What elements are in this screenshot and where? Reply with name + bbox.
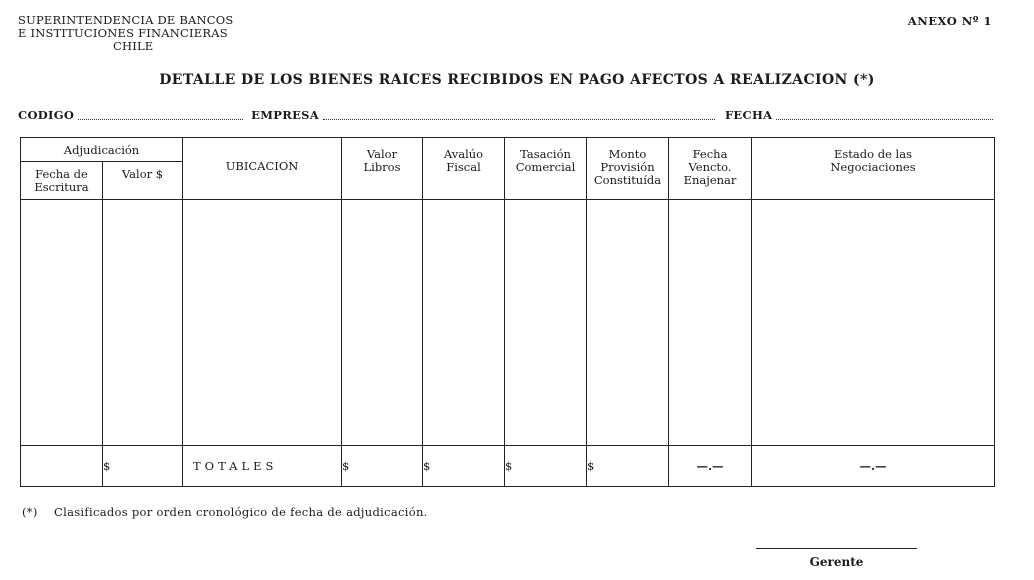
annex-label: ANEXO Nº 1 bbox=[907, 14, 992, 28]
fecha-escritura-header: Fecha de Escritura bbox=[21, 162, 103, 200]
signature-label: Gerente bbox=[809, 555, 864, 569]
fecha-escritura-cell[interactable] bbox=[21, 200, 103, 446]
adjudicacion-header: Adjudicación bbox=[21, 138, 183, 162]
fecha-field[interactable] bbox=[776, 109, 993, 120]
form-fields-row bbox=[18, 106, 993, 122]
ubicacion-header: UBICACION bbox=[183, 138, 342, 200]
totals-fecha-vencto: —.— bbox=[669, 446, 752, 487]
tasacion-cell[interactable] bbox=[505, 200, 587, 446]
institution-line-1: SUPERINTENDENCIA DE BANCOS bbox=[18, 13, 234, 27]
monto-provision-header: Monto Provisión Constituída bbox=[587, 138, 669, 200]
totals-estado: —.— bbox=[752, 446, 995, 487]
estado-cell[interactable] bbox=[752, 200, 995, 446]
valor-libros-header: Valor Libros bbox=[342, 138, 423, 200]
estado-negociaciones-header: Estado de las Negociaciones bbox=[752, 138, 995, 200]
codigo-field[interactable] bbox=[78, 109, 243, 120]
totals-valor: $ bbox=[103, 446, 183, 487]
valor-cell[interactable] bbox=[103, 200, 183, 446]
totals-fecha-cell bbox=[21, 446, 103, 487]
real-estate-table bbox=[20, 137, 995, 487]
institution-header bbox=[18, 14, 233, 53]
empresa-label: EMPRESA bbox=[251, 108, 319, 122]
institution-line-3: CHILE bbox=[113, 39, 154, 53]
footnote bbox=[22, 505, 428, 519]
footnote-text: Clasificados por orden cronológico de fecha de adjudicación. bbox=[54, 505, 428, 519]
empresa-field[interactable] bbox=[323, 109, 715, 120]
fecha-label: FECHA bbox=[724, 108, 773, 122]
footnote-mark: (*) bbox=[22, 505, 38, 519]
codigo-label: CODIGO bbox=[18, 108, 75, 122]
fecha-vencto-header: Fecha Vencto. Enajenar bbox=[669, 138, 752, 200]
totals-valor-libros: $ bbox=[342, 446, 423, 487]
avaluo-cell[interactable] bbox=[423, 200, 505, 446]
totals-avaluo: $ bbox=[423, 446, 505, 487]
fecha-vencto-cell[interactable] bbox=[669, 200, 752, 446]
valor-header: Valor $ bbox=[103, 162, 183, 200]
ubicacion-cell[interactable] bbox=[183, 200, 342, 446]
valor-libros-cell[interactable] bbox=[342, 200, 423, 446]
tasacion-comercial-header: Tasación Comercial bbox=[505, 138, 587, 200]
totals-monto: $ bbox=[587, 446, 669, 487]
totals-row bbox=[21, 446, 995, 487]
avaluo-fiscal-header: Avalúo Fiscal bbox=[423, 138, 505, 200]
institution-line-2: E INSTITUCIONES FINANCIERAS bbox=[18, 26, 228, 40]
signature-line bbox=[756, 548, 917, 549]
totals-label: TOTALES bbox=[183, 446, 342, 487]
monto-cell[interactable] bbox=[587, 200, 669, 446]
form-title: DETALLE DE LOS BIENES RAICES RECIBIDOS EN PAGO AFECTOS A REALIZACION (*) bbox=[159, 72, 875, 88]
totals-tasacion: $ bbox=[505, 446, 587, 487]
table-body-row bbox=[21, 200, 995, 446]
